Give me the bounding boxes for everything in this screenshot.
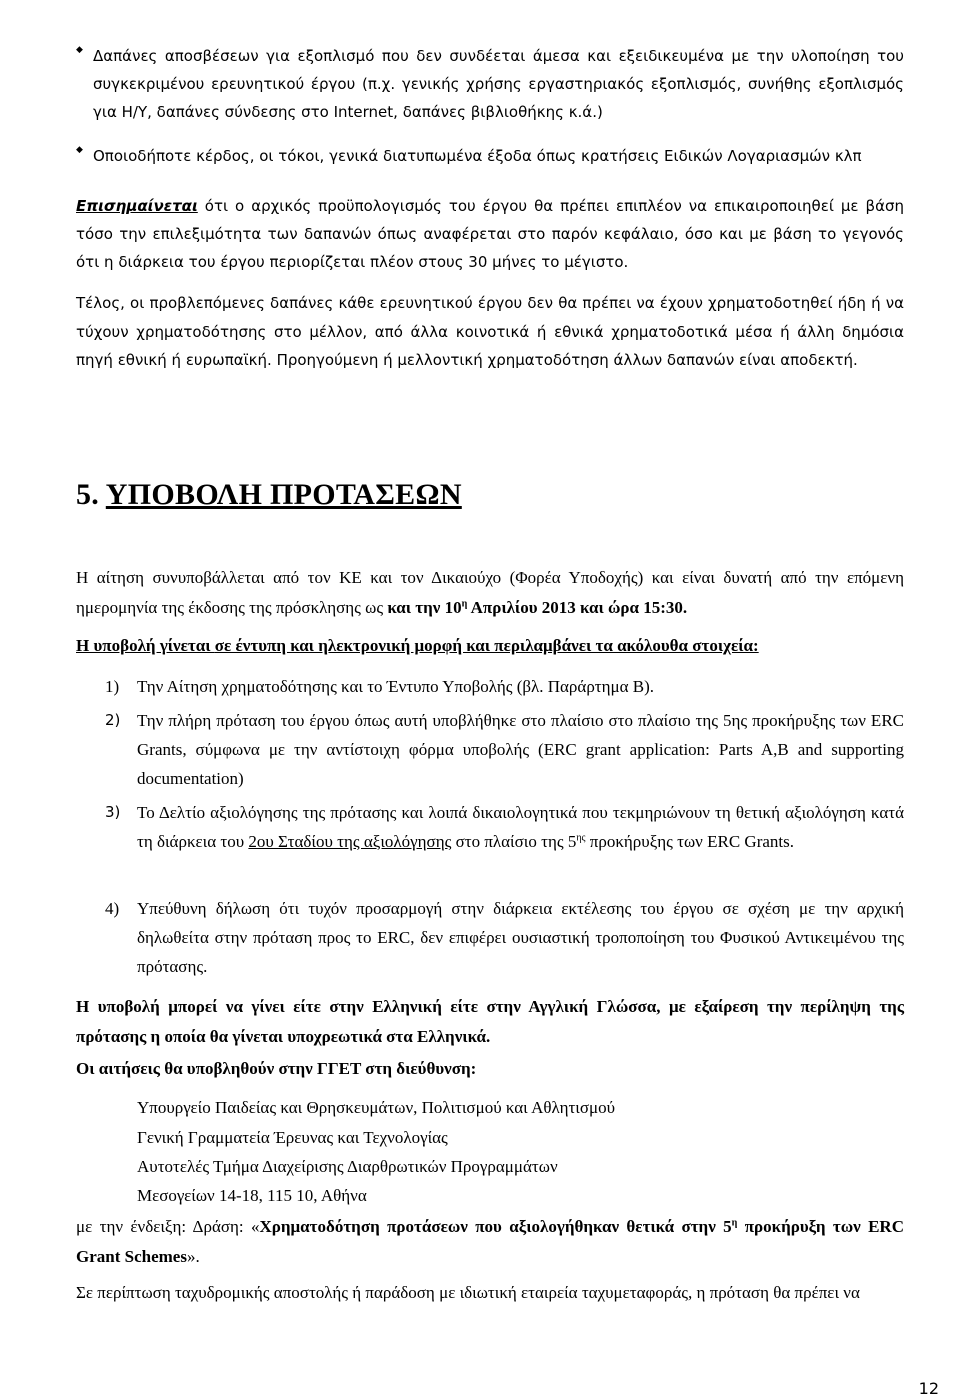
section-heading (76, 478, 462, 512)
list-text: Την πλήρη πρόταση του έργου όπως αυτή υποβλήθηκε στο πλαίσιο στο πλαίσιο της 5ης προκήρυξης των ERC Grants, σύμφωνα με την αντίστοιχη φόρμα υποβολής (ERC grant application: Parts A,B and supporting documentation) (137, 711, 904, 788)
list-item (105, 798, 904, 856)
funding-paragraph: Τέλος, οι προβλεπόμενες δαπάνες κάθε ερευνητικού έργου δεν θα πρέπει να έχουν χρηματοδοτηθεί ήδη ή να τύχουν χρηματοδότησης στο μέλλον, από άλλα κοινοτικά ή εθνικά χρηματοδοτικά μέσα ή άλλη δημόσια πηγή εθνική ή ευρωπαϊκή. Προηγούμενη ή μελλοντική χρηματοδότηση άλλων δαπανών είναι αποδεκτή. (76, 294, 904, 369)
section-number: 5. (76, 478, 100, 511)
language-note: Η υποβολή μπορεί να γίνει είτε στην Ελληνική είτε στην Αγγλική Γλώσσα, με εξαίρεση την περίληψη της πρότασης η οποία θα γίνεται υποχρεωτικά στα Ελληνικά. (76, 997, 904, 1046)
action-title: Χρηματοδότηση προτάσεων που αξιολογήθηκαν θετικά στην $5^\eta$ προκήρυξη των ERC Grant Schemes (76, 1217, 904, 1266)
form-heading: Η υποβολή γίνεται σε έντυπη και ηλεκτρονική μορφή και περιλαμβάνει τα ακόλουθα στοιχεία: (76, 636, 759, 655)
bullet-icon: ◆ (76, 45, 83, 55)
list-number: 3) (105, 803, 121, 821)
section-title: ΥΠΟΒΟΛΗ ΠΡΟΤΑΣΕΩΝ (105, 478, 462, 511)
list-text: Υπεύθυνη δήλωση ότι τυχόν προσαρμογή στην διάρκεια εκτέλεσης του έργου σε σχέση με την αρχική δηλωθείτα στην πρόταση προς το ERC, δεν επιφέρει ουσιαστική τροποποίηση του Φυσικού Αντικειμένου της πρότασης. (137, 899, 904, 976)
page-number: 12 (918, 1379, 939, 1398)
list-item (105, 672, 904, 701)
address-line: Μεσογείων 14-18, 115 10, Αθήνα (137, 1186, 367, 1205)
indication-paragraph: με την ένδειξη: Δράση: «Χρηματοδότηση προτάσεων που αξιολογήθηκαν θετικά στην $5^\eta$ προκήρυξη των ERC Grant Schemes». (76, 1217, 904, 1266)
address-line: Αυτοτελές Τμήμα Διαχείρισης Διαρθρωτικών Προγραμμάτων (137, 1157, 558, 1176)
list-number: 1) (105, 677, 120, 696)
address-heading: Οι αιτήσεις θα υποβληθούν στην ΓΓΕΤ στη διεύθυνση: (76, 1059, 477, 1078)
stage-link: 2ου Σταδίου της αξιολόγησης (248, 832, 452, 851)
list-text: Το Δελτίο αξιολόγησης της πρότασης και λοιπά δικαιολογητικά που τεκμηριώνουν τη θετική αξιολόγηση κατά τη διάρκεια του 2ου Σταδίου της αξιολόγησης στο πλαίσιο της $5^{\eta\varsigma}$ προκήρυξης των ERC Grants. (137, 803, 904, 851)
bullet-text: Δαπάνες αποσβέσεων για εξοπλισμό που δεν συνδέεται άμεσα και εξειδικευμένα με την υλοποίηση του συγκεκριμένου ερευνητικού έργου (π.χ. γενικής χρήσης εργαστηριακός εξοπλισμός, συνήθης εξοπλισμός για Η/Υ, δαπάνες σύνδεσης στο Internet, δαπάνες βιβλιοθήκης κ.ά.) (93, 47, 904, 121)
bullet-item (76, 42, 904, 126)
bullet-text: Οποιοδήποτε κέρδος, οι τόκοι, γενικά διατυπωμένα έξοδα όπως κρατήσεις Ειδικών Λογαριασμών κλπ (93, 147, 862, 165)
list-item (105, 894, 904, 981)
address-line: Γενική Γραμματεία Έρευνας και Τεχνολογίας (137, 1128, 448, 1147)
postal-note: Σε περίπτωση ταχυδρομικής αποστολής ή παράδοση με ιδιωτική εταιρεία ταχυμεταφοράς, η πρόταση θα πρέπει να (76, 1283, 860, 1302)
bullet-item (76, 142, 904, 170)
note-paragraph (76, 192, 904, 276)
note-text: ότι ο αρχικός προϋπολογισμός του έργου θα πρέπει επιπλέον να επικαιροποιηθεί με βάση τόσο την επιλεξιμότητα των δαπανών όπως αναφέρεται στο παρόν κεφάλαιο, όσο και με βάση το γεγονός ότι η διάρκεια του έργου περιορίζεται πλέον στους 30 μήνες το μέγιστο. (76, 197, 904, 271)
deadline: και την $10^\eta$ Απριλίου 2013 και ώρα 15:30. (387, 598, 688, 617)
bullet-icon: ◆ (76, 145, 83, 155)
address-line: Υπουργείο Παιδείας και Θρησκευμάτων, Πολιτισμού και Αθλητισμού (137, 1098, 616, 1117)
list-item (105, 706, 904, 793)
list-text: Την Αίτηση χρηματοδότησης και το Έντυπο Υποβολής (βλ. Παράρτημα Β). (137, 677, 655, 696)
list-number: 4) (105, 899, 120, 918)
note-emphasis: Επισημαίνεται (76, 197, 198, 215)
submission-paragraph (76, 563, 904, 623)
list-number: 2) (105, 711, 121, 729)
submission-text: Η αίτηση συνυποβάλλεται από τον ΚΕ και τον Δικαιούχο (Φορέα Υποδοχής) και είναι δυνατή από την επόμενη ημερομηνία της έκδοσης της πρόσκλησης ως (76, 568, 904, 617)
